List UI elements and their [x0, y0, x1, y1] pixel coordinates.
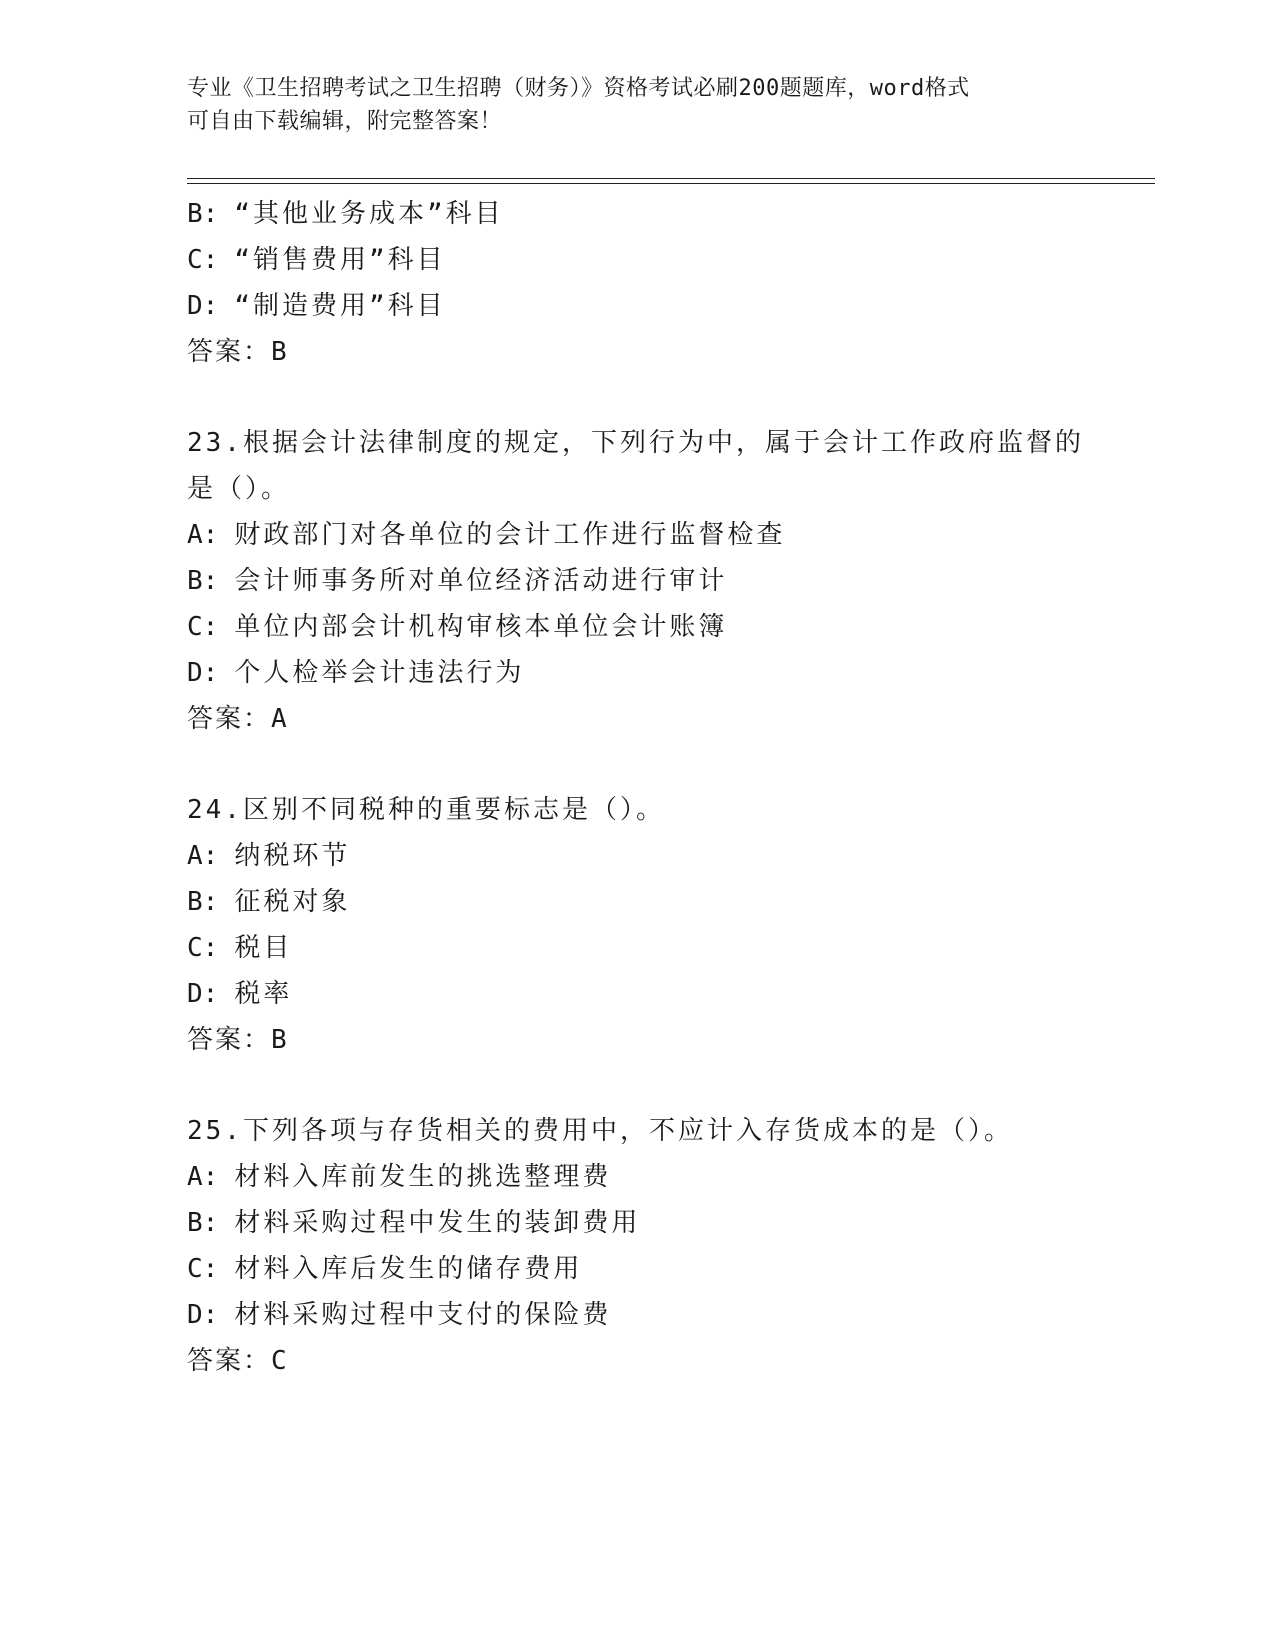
option-d: D: 个人检举会计违法行为 — [187, 658, 525, 688]
answer-line: 答案：C — [187, 1346, 289, 1376]
question-stem: 24.区别不同税种的重要标志是（）。 — [187, 795, 665, 825]
question-block-24 — [187, 787, 1107, 1063]
option-b: B: 征税对象 — [187, 887, 351, 917]
header-rule-top — [187, 178, 1155, 179]
option-a: A: 财政部门对各单位的会计工作进行监督检查 — [187, 520, 786, 550]
option-c: C: 单位内部会计机构审核本单位会计账簿 — [187, 612, 728, 642]
question-block-continued — [187, 191, 1107, 375]
option-c: C: “销售费用”科目 — [187, 245, 446, 275]
header-line-1: 专业《卫生招聘考试之卫生招聘（财务）》资格考试必刷200题题库，word格式 — [187, 76, 970, 101]
question-stem: 25.下列各项与存货相关的费用中，不应计入存货成本的是（）。 — [187, 1116, 1013, 1146]
answer-line: 答案：B — [187, 1025, 289, 1055]
header-line-2: 可自由下载编辑，附完整答案！ — [187, 109, 503, 134]
question-stem: 23.根据会计法律制度的规定，下列行为中，属于会计工作政府监督的 — [187, 428, 1084, 458]
option-d: D: 材料采购过程中支付的保险费 — [187, 1300, 612, 1330]
option-b: B: 会计师事务所对单位经济活动进行审计 — [187, 566, 728, 596]
question-stem-continued: 是（）。 — [187, 474, 291, 504]
question-block-25 — [187, 1108, 1107, 1384]
document-header — [187, 72, 1087, 138]
header-rule-bottom — [187, 183, 1155, 184]
option-d: D: “制造费用”科目 — [187, 291, 446, 321]
answer-line: 答案：A — [187, 704, 289, 734]
answer-line: 答案：B — [187, 337, 289, 367]
option-b: B: “其他业务成本”科目 — [187, 199, 504, 229]
option-a: A: 纳税环节 — [187, 841, 351, 871]
option-d: D: 税率 — [187, 979, 293, 1009]
question-block-23 — [187, 420, 1107, 742]
option-c: C: 材料入库后发生的储存费用 — [187, 1254, 583, 1284]
option-a: A: 材料入库前发生的挑选整理费 — [187, 1162, 612, 1192]
question-list — [187, 191, 1107, 1384]
option-c: C: 税目 — [187, 933, 293, 963]
option-b: B: 材料采购过程中发生的装卸费用 — [187, 1208, 641, 1238]
